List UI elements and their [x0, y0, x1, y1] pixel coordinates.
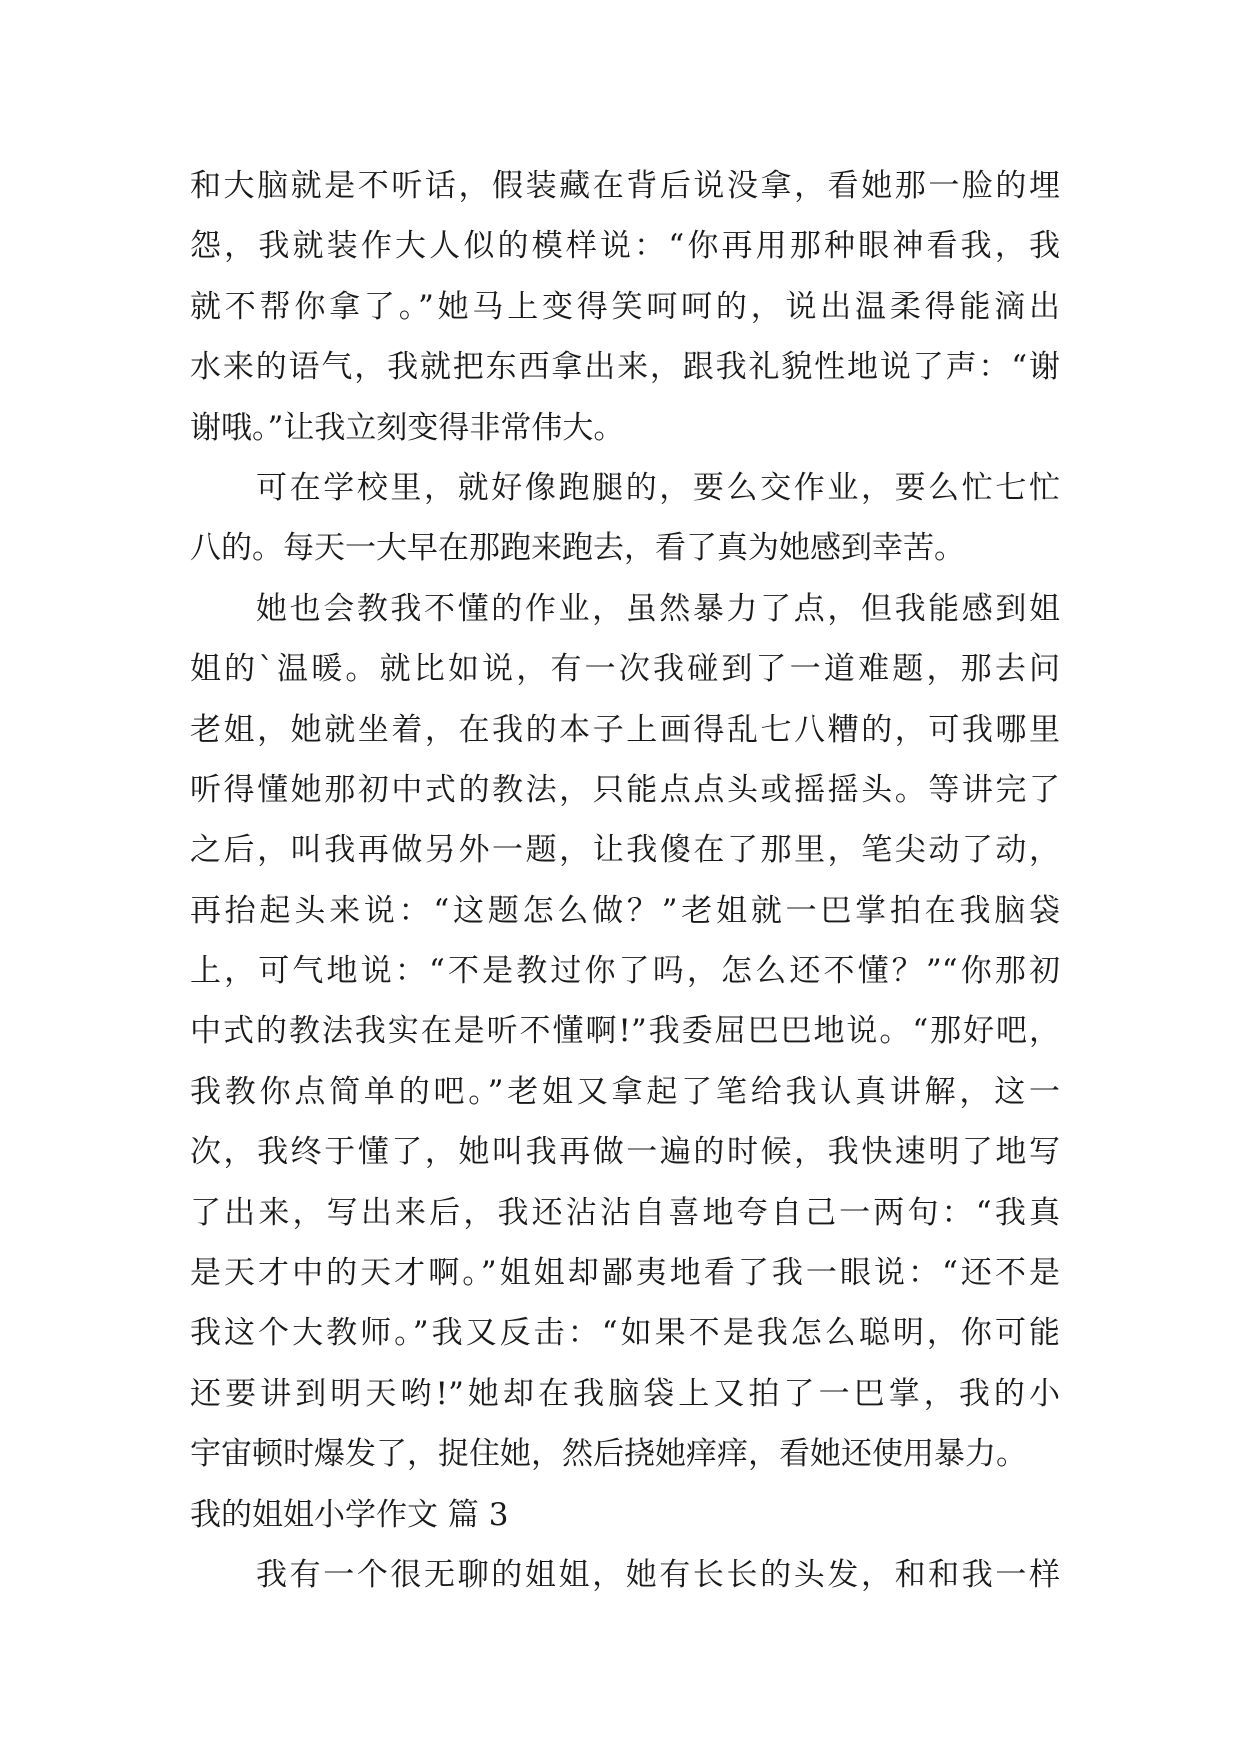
text-line: 之后，叫我再做另外一题，让我傻在了那里，笔尖动了动， [190, 832, 1060, 869]
text-line: 谢哦。”让我立刻变得非常伟大。 [190, 409, 625, 446]
text-line: 次，我终于懂了，她叫我再做一遍的时候，我快速明了地写 [190, 1134, 1060, 1171]
text-line: 再抬起头来说：“这题怎么做？”老姐就一巴掌拍在我脑袋 [190, 892, 1060, 929]
text-line: 还要讲到明天哟!”她却在我脑袋上又拍了一巴掌，我的小 [190, 1375, 1060, 1412]
text-line: 中式的教法我实在是听不懂啊!”我委屈巴巴地说。“那好吧， [190, 1013, 1060, 1050]
text-line: 怨，我就装作大人似的模样说：“你再用那种眼神看我，我 [190, 228, 1060, 265]
text-line: 姐的`温暖。就比如说，有一次我碰到了一道难题，那去问 [190, 651, 1060, 688]
text-line: 和大脑就是不听话，假装藏在背后说没拿，看她那一脸的埋 [190, 168, 1060, 204]
text-line: 了出来，写出来后，我还沾沾自喜地夸自己一两句：“我真 [190, 1194, 1060, 1231]
text-line: 上，可气地说：“不是教过你了吗，怎么还不懂？”“你那初 [190, 953, 1060, 990]
text-line: 八的。每天一大早在那跑来跑去，看了真为她感到幸苦。 [190, 530, 965, 567]
text-line: 宇宙顿时爆发了，捉住她，然后挠她痒痒，看她还使用暴力。 [190, 1436, 1027, 1473]
text-line: 听得懂她那初中式的教法，只能点点头或摇摇头。等讲完了 [190, 771, 1060, 808]
text-line: 老姐，她就坐着，在我的本子上画得乱七八糟的，可我哪里 [190, 711, 1060, 748]
text-line: 我这个大教师。”我又反击：“如果不是我怎么聪明，你可能 [190, 1315, 1060, 1352]
text-line: 她也会教我不懂的作业，虽然暴力了点，但我能感到姐 [256, 590, 1060, 627]
text-line: 我教你点简单的吧。”老姐又拿起了笔给我认真讲解，这一 [190, 1073, 1060, 1110]
essay-text [190, 156, 1060, 1605]
text-line: 就不帮你拿了。”她马上变得笑呵呵的，说出温柔得能滴出 [190, 288, 1060, 325]
section-heading: 我的姐姐小学作文 篇 3 [190, 1496, 509, 1533]
text-line: 我有一个很无聊的姐姐，她有长长的头发，和和我一样 [256, 1556, 1060, 1593]
text-line: 可在学校里，就好像跑腿的，要么交作业，要么忙七忙 [256, 469, 1060, 506]
text-line: 水来的语气，我就把东西拿出来，跟我礼貌性地说了声：“谢 [190, 349, 1060, 386]
text-line: 是天才中的天才啊。”姐姐却鄙夷地看了我一眼说：“还不是 [190, 1255, 1060, 1292]
